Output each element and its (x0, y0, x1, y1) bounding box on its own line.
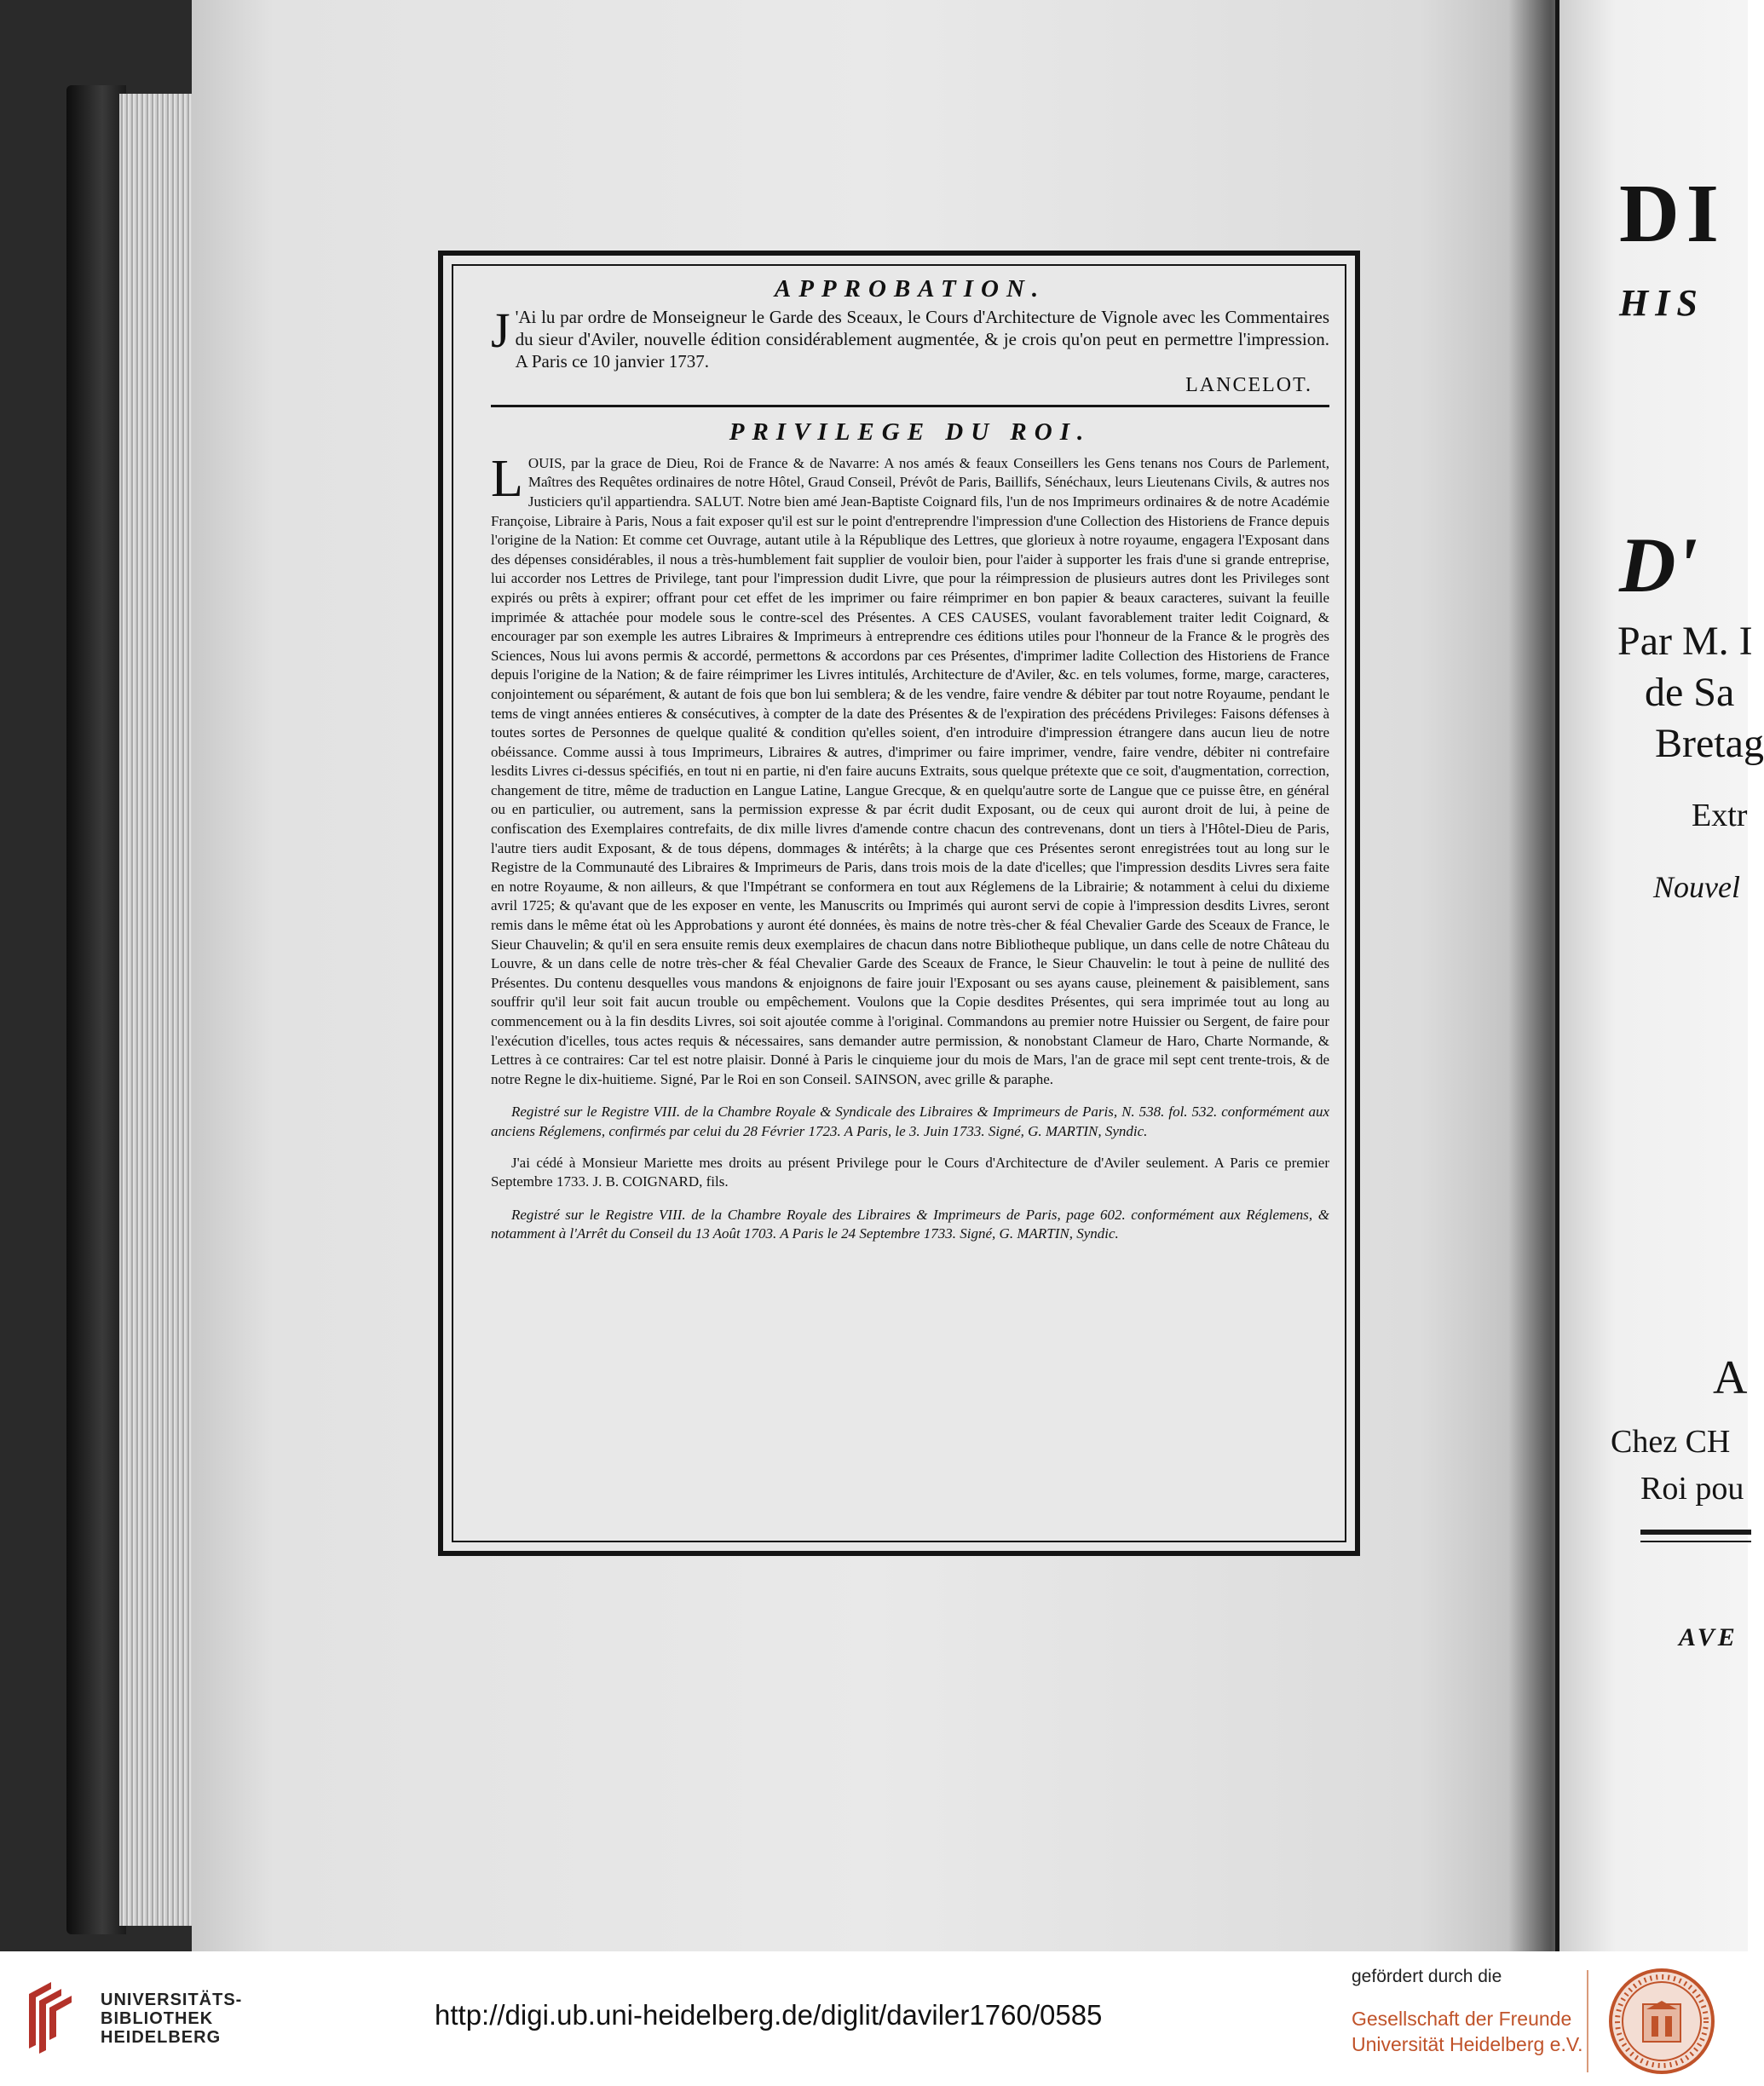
registration-note-1: Registré sur le Registre VIII. de la Chambre Royale & Syndicale des Libraires & Imprimeurs de Paris, N. 538. fol. 532. conformément aux anciens Réglemens, confirmés par celui du 28 Février 1723. A Paris, le 3. Juin 1733. Signé, G. MARTIN, Syndic. (491, 1104, 1329, 1139)
approbation-dropcap: J (491, 302, 510, 358)
right-page-publisher: Chez CH (1611, 1424, 1731, 1460)
privilege-dropcap: L (491, 449, 523, 508)
footer-divider (1587, 1970, 1588, 2072)
approbation-heading: APPROBATION. (774, 275, 1046, 303)
permalink-url[interactable]: http://digi.ub.uni-heidelberg.de/diglit/daviler1760/0585 (435, 1999, 1103, 2031)
registration-note-2: Registré sur le Registre VIII. de la Chambre Royale des Libraires & Imprimeurs de Paris, page 602. conformément aux Réglemens, & notamment à l'Arrêt du Conseil du 13 Août 1703. A Paris le 24 Septembre 1733. Signé, G. MARTIN, Syndic. (491, 1206, 1329, 1242)
right-page-rule (1640, 1530, 1751, 1535)
privilege-text: OUIS, par la grace de Dieu, Roi de France & de Navarre: A nos amés & feaux Conseillers les Gens tenans nos Cours de Parlement, Maîtres des Requêtes ordinaires de notre Hôtel, Graud Conseil, Prévôt de Paris, Baillifs, Sénéchaux, leurs Lieutenans Civils, & autres nos Justiciers qu'il appartiendra. SALUT. Notre bien amé Jean-Baptiste Coignard fils, l'un de nos Imprimeurs ordinaires & de notre Académie Françoise, Libraire à Paris, Nous a fait exposer qu'il est sur le point d'entreprendre l'impression d'une Collection des Historiens de France depuis l'origine de la Nation: Et comme cet Ouvrage, autant utile à la République des Lettres, que glorieux à notre royaume, engagera l'Exposant dans des dépenses considérables, il nous a très-humblement fait supplier de vouloir bien, pour l'aider à supporter les frais d'une si grande entreprise, lui accorder nos Lettres de Privilege, tant pour l'impression dudit Livre, que pour la réimpression de plusieurs autres dont les Privileges sont expirés ou prêts à expirer; offrant pour cet effet de les imprimer ou faire réimprimer en bon papier & beaux caracteres, suivant la feuille imprimée & attachée pour modele sous le contre-scel des Présentes. A CES CAUSES, voulant favorablement traiter ledit Coignard, & encourager par son exemple les autres Libraires & Imprimeurs à entreprendre ces éditions utiles pour l'honneur de la France & le progrès des Sciences, Nous lui avons permis & accordé, permettons & accordons par ces Présentes, d'imprimer ladite Collection des Historiens de France depuis l'origine de la Nation; & de faire réimprimer les Livres intitulés, Architecture de d'Aviler, &c. en tels volumes, forme, marge, caracteres, conjointement ou séparément, & autant de fois que bon lui semblera; & de les vendre, faire vendre & débiter par tout notre Royaume, pendant le tems de vingt années entieres & consécutives, à compter de la date des Présentes & de l'expiration des précédens Privileges: Faisons défenses à toutes sortes de Personnes de quelque qualité & condition qu'elles soient, d'en introduire d'impression étrangere dans aucun lieu de notre obéissance. Comme aussi à tous Imprimeurs, Libraires & autres, d'imprimer ou faire imprimer, vendre, faire vendre, débiter ni contrefaire lesdits Livres ci-dessus spécifiés, en tout ni en partie, ni d'en faire aucuns Extraits, sous quelque prétexte que ce soit, d'augmentation, correction, changement de titre, même de traduction en Langue Latine, Langue Grecque, & en quelqu'autre sorte de Langue que ce puisse être, en général ou en particulier, ou autrement, sans la permission expresse & par écrit dudit Exposant, ou de ceux qui auront droit de lui, à peine de confiscation des Exemplaires contrefaits, de dix mille livres d'amende contre chacun des contrevenans, dont un tiers à l'Hôtel-Dieu de Paris, l'autre tiers audit Exposant, & de tous dépens, dommages & intérêts; à la charge que ces Présentes seront enregistrées tout au long sur le Registre de la Communauté des Libraires & Imprimeurs de Paris, dans trois mois de la date d'icelles; que l'impression desdits Livres sera faite en notre Royaume, & non ailleurs, & que l'Impétrant se conformera en tout aux Réglemens de la Librairie; & notamment à celui du dixieme avril 1725; & qu'avant que de les exposer en vente, les Manuscrits ou Imprimés qui auront servi de copie à l'impression desdits Livres, seront remis dans le même état où les Approbations y auront été données, ès mains de notre très-cher & féal Chevalier Garde des Sceaux de France, le Sieur Chauvelin; & qu'il en sera ensuite remis deux exemplaires de chacun dans notre Bibliotheque publique, un dans celle de notre Château du Louvre, & un dans celle de notre très-cher & féal Chevalier Garde des Sceaux de France, le Sieur Chauvelin: le tout à peine de nullité des Présentes. Du contenu desquelles vous mandons & enjoignons de faire jouir l'Exposant ou ses ayans cause, pleinement & paisiblement, sans souffrir qu'il leur soit fait aucun trouble ou empêchement. Voulons que la Copie desdites Présentes, qui sera imprimée tout au long au commencement ou à la fin desdits Livres, soi soit ajoutée comme à l'original. Commandons au premier notre Huissier ou Sergent, de faire pour l'exécution d'icelles, tous actes requis & nécessaires, sans demander autre permission, & nonobstant Clameur de Haro, Charte Normande, & Lettres à ce contraires: Car tel est notre plaisir. Donné à Paris le cinquieme jour du mois de Mars, l'an de grace mil sept cent trente-trois, & de notre Regne le dix-huitieme. Signé, Par le Roi en son Conseil. SAINSON, avec grille & paraphe. (491, 454, 1329, 1087)
right-page-name: D' (1619, 522, 1698, 608)
right-page-rule (1640, 1541, 1751, 1542)
printed-border-frame (438, 251, 1360, 1556)
funded-by-label: gefördert durch die (1352, 1967, 1502, 1986)
library-name (101, 1991, 242, 2047)
right-page-edition: Nouvel (1653, 870, 1740, 904)
footer-bar (0, 1951, 1748, 2086)
privilege-heading: PRIVILEGE DU ROI. (729, 418, 1092, 447)
society-name-line: Gesellschaft der Freunde (1352, 2008, 1572, 2030)
library-name-line: HEIDELBERG (101, 2028, 222, 2047)
right-page-line: Extr (1692, 798, 1748, 833)
approbation-text-block (491, 302, 1329, 372)
right-page-place: A (1713, 1351, 1748, 1404)
right-page-publisher: Roi pou (1640, 1471, 1744, 1507)
right-page-title: DI (1619, 168, 1726, 260)
privilege-text-block (491, 449, 1329, 1090)
approbation-text: 'Ai lu par ordre de Monseigneur le Garde des Sceaux, le Cours d'Architecture de Vignole avec les Commentaires du sieur d'Aviler, nouvelle édition considérablement augmentée, & je crois qu'on peut en permettre l'impression. A Paris ce 10 janvier 1737. (515, 306, 1329, 372)
ub-heidelberg-logo-icon[interactable] (22, 1977, 77, 2055)
university-seal-icon[interactable] (1607, 1967, 1716, 2076)
cession-note: J'ai cédé à Monsieur Mariette mes droits au présent Privilege pour le Cours d'Architecture de d'Aviler seulement. A Paris ce premier Septembre 1733. J. B. COIGNARD, fils. (491, 1154, 1329, 1190)
page-edges (119, 94, 196, 1926)
privilege-content (491, 275, 1329, 1244)
right-page-author: Par M. I (1617, 619, 1753, 664)
section-divider (491, 405, 1329, 407)
library-name-line: BIBLIOTHEK (101, 2009, 214, 2028)
book-cover (66, 85, 126, 1934)
right-page-line: Bretag (1655, 721, 1764, 766)
right-page-line: de Sa (1645, 670, 1735, 715)
library-name-line: UNIVERSITÄTS- (101, 1991, 243, 2009)
society-link[interactable] (1352, 2006, 1582, 2057)
right-page-privilege: AVE (1679, 1623, 1738, 1651)
right-page-subtitle: HIS (1619, 282, 1704, 324)
society-name-line: Universität Heidelberg e.V. (1352, 2033, 1583, 2055)
approbation-signer: LANCELOT. (1185, 373, 1312, 396)
